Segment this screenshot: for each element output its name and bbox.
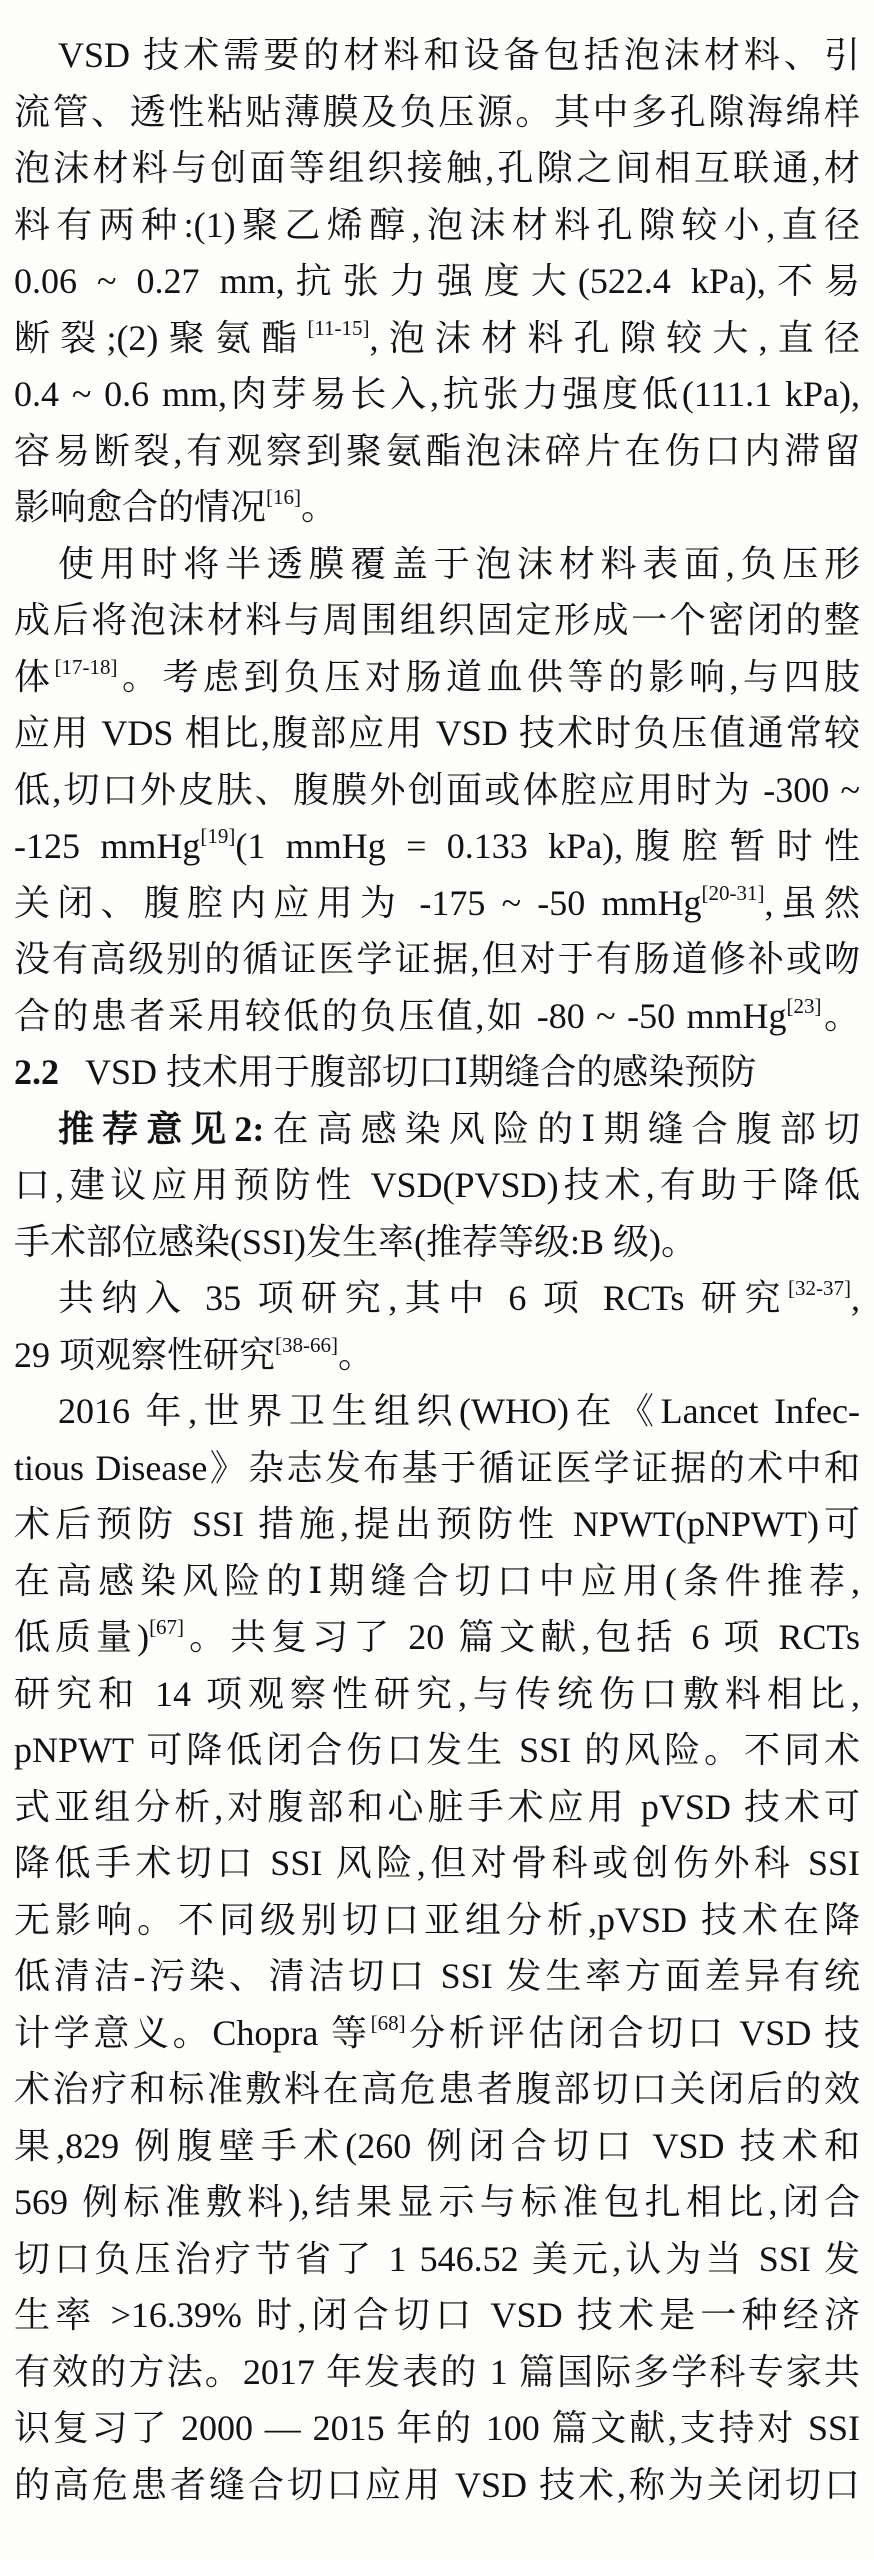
line-text: 切口负压治疗节省了 1 546.52 美元,认为当 SSI 发 (14, 2238, 860, 2279)
body-line (14, 875, 860, 932)
section-title: VSD 技术用于腹部切口Ⅰ期缝合的感染预防 (85, 1052, 757, 1092)
section-heading-2-2 (14, 1044, 860, 1101)
line-text: tious Disease》杂志发布基于循证医学证据的术中和 (14, 1447, 860, 1488)
line-text: 在高感染风险的Ⅰ期缝合腹部切 (264, 1108, 860, 1149)
body-line (14, 1835, 860, 1892)
recommendation-label: 推荐意见2: (58, 1108, 265, 1149)
body-line (14, 1553, 860, 1610)
citation-superscript: [67] (149, 1615, 185, 1639)
line-text: 低质量) (14, 1617, 150, 1657)
line-text: 式亚组分析,对腹部和心脏手术应用 pVSD 技术可 (14, 1786, 860, 1827)
line-text: 泡沫材料与创面等组织接触,孔隙之间相互联通,材 (14, 148, 860, 188)
line-text: 没有高级别的循证医学证据,但对于有肠道修补或吻 (14, 939, 860, 979)
line-text: , (851, 1278, 860, 1318)
body-line (14, 423, 860, 480)
citation-superscript: [16] (266, 485, 302, 509)
citation-superscript: [68] (370, 2010, 406, 2035)
body-line (14, 2344, 860, 2401)
line-text: VSD 技术需要的材料和设备包括泡沫材料、引 (58, 35, 860, 75)
line-text: 29 项观察性研究 (14, 1334, 276, 1375)
body-line (14, 1214, 860, 1271)
line-text: 容易断裂,有观察到聚氨酯泡沫碎片在伤口内滞留 (14, 430, 860, 471)
body-line (14, 84, 860, 141)
body-line (14, 2174, 860, 2231)
body-line (14, 705, 860, 762)
body-line (14, 1327, 860, 1384)
line-text: 断裂;(2)聚氨酯 (14, 317, 308, 358)
line-text: 术后预防 SSI 措施,提出预防性 NPWT(pNPWT)可 (14, 1504, 860, 1544)
line-text: 流管、透性粘贴薄膜及负压源。其中多孔隙海绵样 (14, 91, 860, 132)
citation-superscript: [23] (786, 993, 822, 1018)
body-line (14, 931, 860, 988)
line-text: 。 (338, 1334, 375, 1375)
body-line (14, 1440, 860, 1497)
line-text: 2016 年,世界卫生组织(WHO)在《Lancet Infec- (58, 1391, 860, 1431)
line-text: pNPWT 可降低闭合伤口发生 SSI 的风险。不同术 (14, 1730, 860, 1770)
citation-superscript: [17-18] (54, 654, 118, 679)
body-line (14, 479, 860, 536)
line-text: 使用时将半透膜覆盖于泡沫材料表面,负压形 (58, 543, 860, 584)
line-text: 成后将泡沫材料与周围组织固定形成一个密闭的整 (14, 600, 860, 640)
line-text: 在高感染风险的Ⅰ期缝合切口中应用(条件推荐, (14, 1560, 860, 1601)
line-text: 计学意义。Chopra 等 (14, 2012, 371, 2053)
body-line (14, 310, 860, 367)
line-text: 降低手术切口 SSI 风险,但对骨科或创伤外科 SSI (14, 1843, 860, 1883)
line-text: 术治疗和标准敷料在高危患者腹部切口关闭后的效 (14, 2069, 860, 2109)
body-line (14, 1157, 860, 1214)
line-text: 有效的方法。2017 年发表的 1 篇国际多学科专家共 (14, 2351, 860, 2392)
body-line (14, 988, 860, 1045)
line-text: 关闭、腹腔内应用为 -175 ~ -50 mmHg (14, 882, 702, 923)
line-text: 0.4 ~ 0.6 mm,肉芽易长入,抗张力强度低(111.1 kPa), (14, 374, 860, 414)
line-text: ,泡沫材料孔隙较大,直径 (369, 317, 860, 358)
body-line (14, 649, 860, 706)
body-line (14, 1383, 860, 1440)
body-line (14, 2231, 860, 2288)
body-line (14, 592, 860, 649)
line-text: 。考虑到负压对肠道血供等的影响,与四肢 (117, 656, 860, 697)
line-text: 口,建议应用预防性 VSD(PVSD)技术,有助于降低 (14, 1165, 860, 1205)
body-line (14, 2118, 860, 2175)
body-line (14, 2005, 860, 2062)
body-line (14, 253, 860, 310)
line-text: 料有两种:(1)聚乙烯醇,泡沫材料孔隙较小,直径 (14, 204, 860, 245)
line-text: 0.06 ~ 0.27 mm,抗张力强度大(522.4 kPa),不易 (14, 261, 860, 301)
body-line (14, 536, 860, 593)
body-line (14, 1496, 860, 1553)
citation-superscript: [11-15] (307, 315, 370, 340)
line-text: 无影响。不同级别切口亚组分析,pVSD 技术在降 (14, 1899, 860, 1940)
body-line (14, 2400, 860, 2457)
line-text: 果,829 例腹壁手术(260 例闭合切口 VSD 技术和 (14, 2125, 860, 2166)
body-line (14, 818, 860, 875)
body-line (14, 27, 860, 84)
citation-superscript: [38-66] (275, 1332, 338, 1357)
line-text: 。共复习了 20 篇文献,包括 6 项 RCTs (184, 1617, 860, 1657)
line-text: 569 例标准敷料),结果显示与标准包扎相比,闭合 (14, 2182, 860, 2222)
line-text: -125 mmHg (14, 826, 201, 866)
line-text: 手术部位感染(SSI)发生率(推荐等级:B 级)。 (14, 1221, 697, 1262)
citation-superscript: [20-31] (701, 880, 765, 905)
line-text: 。 (821, 995, 860, 1036)
body-line (14, 1666, 860, 1723)
body-line (14, 1779, 860, 1836)
line-text: 分析评估闭合切口 VSD 技 (405, 2012, 860, 2053)
section-number: 2.2 (14, 1052, 59, 1092)
body-line (14, 2061, 860, 2118)
line-text: ,虽然 (764, 882, 860, 923)
body-line (14, 1892, 860, 1949)
citation-superscript: [19] (200, 824, 236, 848)
citation-superscript: [32-37] (788, 1276, 851, 1300)
body-line (14, 2457, 860, 2514)
body-line (14, 762, 860, 819)
line-text: 的高危患者缝合切口应用 VSD 技术,称为关闭切口 (14, 2464, 860, 2505)
body-line (14, 1722, 860, 1779)
line-text: 合的患者采用较低的负压值,如 -80 ~ -50 mmHg (14, 995, 787, 1036)
body-line (14, 1948, 860, 2005)
line-text: 生率 >16.39% 时,闭合切口 VSD 技术是一种经济 (14, 2295, 860, 2335)
line-text: 低清洁-污染、清洁切口 SSI 发生率方面差异有统 (14, 1956, 860, 1996)
line-text: (1 mmHg = 0.133 kPa),腹腔暂时性 (235, 826, 860, 866)
line-text: 识复习了 2000 — 2015 年的 100 篇文献,支持对 SSI (14, 2408, 860, 2448)
recommendation-line (14, 1101, 860, 1158)
body-line (14, 197, 860, 254)
line-text: 影响愈合的情况 (14, 487, 267, 527)
body-line (14, 2287, 860, 2344)
line-text: 共纳入 35 项研究,其中 6 项 RCTs 研究 (58, 1278, 789, 1318)
body-line (14, 1270, 860, 1327)
line-text: 低,切口外皮肤、腹膜外创面或体腔应用时为 -300 ~ (14, 769, 860, 810)
line-text: 。 (301, 487, 338, 527)
line-text: 应用 VDS 相比,腹部应用 VSD 技术时负压值通常较 (14, 713, 860, 753)
body-line (14, 1609, 860, 1666)
body-line (14, 140, 860, 197)
body-line (14, 366, 860, 423)
line-text: 研究和 14 项观察性研究,与传统伤口敷料相比, (14, 1673, 860, 1714)
line-text: 体 (14, 656, 55, 697)
